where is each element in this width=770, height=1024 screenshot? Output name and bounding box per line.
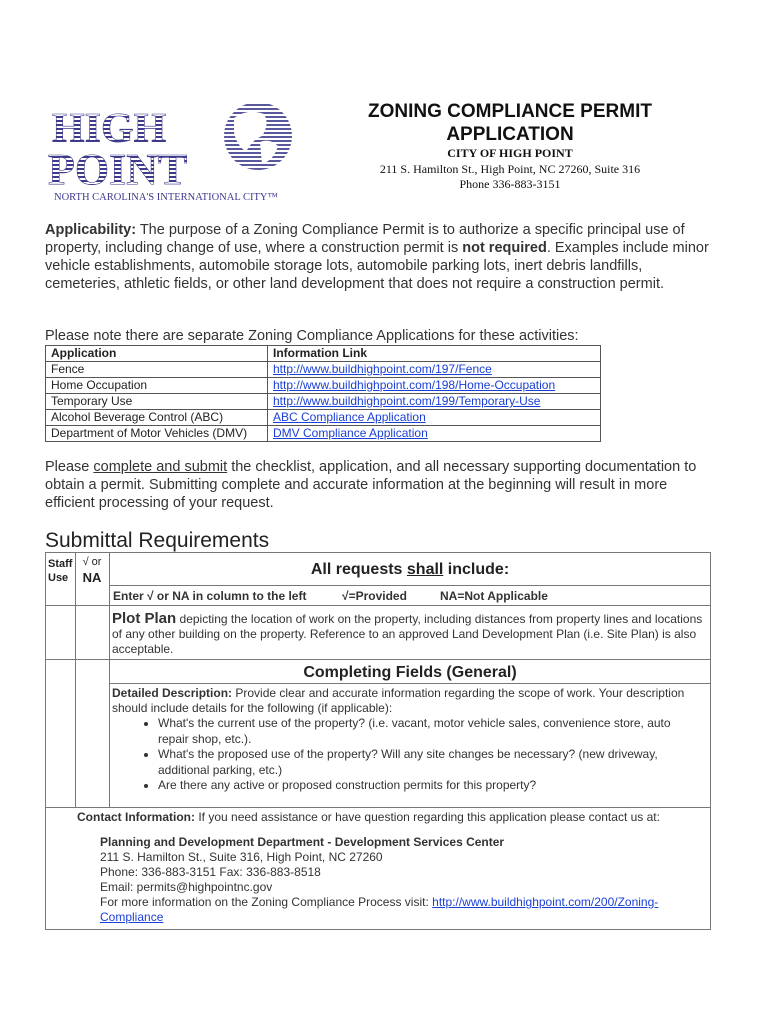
row-divider [46,605,710,606]
contact-intro: Contact Information: If you need assistance or have question regarding this application please contact us at: [77,810,660,824]
applicant-check-detailed[interactable] [76,660,109,807]
department-name: Planning and Development Department - Development Services Center [100,835,505,849]
svg-text:POINT: POINT [48,145,188,194]
separate-note: Please note there are separate Zoning Compliance Applications for these activities: [45,328,579,344]
zoning-compliance-link-cont[interactable]: Compliance [100,910,164,924]
na-header: NA [82,570,102,585]
department-email: Email: permits@highpointnc.gov [100,880,273,894]
fence-link[interactable]: http://www.buildhighpoint.com/197/Fence [273,362,492,376]
na-legend: NA=Not Applicable [440,589,548,603]
applications-table [45,345,601,442]
check-or-header: √ or [82,556,102,568]
row-divider [46,807,710,808]
row-divider [110,683,710,684]
provided-legend: √=Provided [342,589,407,603]
row-divider [110,585,710,586]
page-title-line1: ZONING COMPLIANCE PERMIT [368,101,652,122]
staff-check-plot-plan[interactable] [46,606,75,659]
high-point-logo [48,96,294,204]
globe-logo-icon [48,96,294,204]
submittal-heading: Submittal Requirements [45,529,270,552]
temporary-use-link[interactable]: http://www.buildhighpoint.com/199/Temporary-Use [273,394,541,408]
applicant-check-plot-plan[interactable] [76,606,109,659]
requirements-table [45,552,711,930]
app-name: Department of Motor Vehicles (DMV) [46,426,268,442]
department-phone-fax: Phone: 336-883-3151 Fax: 336-883-8518 [100,865,321,879]
svg-text:HIGH: HIGH [52,106,167,152]
row-divider [46,659,710,660]
org-name: CITY OF HIGH POINT [447,146,573,160]
staff-use-header: Staff Use [48,558,73,584]
table-row [46,362,601,378]
staff-check-detailed[interactable] [46,660,75,807]
home-occupation-link[interactable]: http://www.buildhighpoint.com/198/Home-Occupation [273,378,556,392]
detailed-description-item: Detailed Description: Provide clear and accurate information regarding the scope of work. Your description should include details for the following (if applicable): • What's the current use of the property? (i.e. vacant, motor vehicle sales, convenience store, auto repair shop, etc.). • What's the proposed use of the property? Will any site changes be necessary? (new driveway, additional parking, etc.) • Are there any active or proposed construction permits for this property? [112,686,704,794]
submit-instructions: Please complete and submit the checklist, application, and all necessary supporting documentation to obtain a permit. Submitting complete and accurate information at the beginning will result in more efficient processing of your request. [45,459,697,511]
table-header-row [46,346,601,362]
completing-fields-heading: Completing Fields (General) [303,664,517,681]
enter-note: Enter √ or NA in column to the left [113,589,307,603]
applicability-paragraph: Applicability: The purpose of a Zoning Compliance Permit is to authorize a specific principal use of property, including change of use, where a construction permit is not required. Examples include minor vehicle establishments, automobile storage lots, automobile parking lots, inert debris landfills, cemeteries, athletic fields, or other land development that does not require a construction permit. [45,222,709,292]
column-header-link: Information Link [268,346,601,362]
list-item: • Are there any active or proposed construction permits for this property? [158,778,704,794]
svg-text:NORTH CAROLINA'S INTERNATIONAL: NORTH CAROLINA'S INTERNATIONAL CITY™ [54,192,278,203]
column-header-application: Application [46,346,268,362]
plot-plan-item: Plot Plan depicting the location of work on the property, including distances from property lines and locations of any other building on the property. Reference to an approved Land Development Plan (i.e. Site Plan) is also acceptable. [112,610,703,656]
contact-block [100,835,705,925]
org-phone: Phone 336-883-3151 [459,177,561,191]
table-row [46,394,601,410]
app-name: Home Occupation [46,378,268,394]
applicability-label: Applicability: [45,222,137,238]
app-name: Temporary Use [46,394,268,410]
app-name: Alcohol Beverage Control (ABC) [46,410,268,426]
more-info: For more information on the Zoning Compliance Process visit: http://www.buildhighpoint.com/200/Zoning- [100,895,659,909]
table-row [46,426,601,442]
list-item: • What's the proposed use of the property? Will any site changes be necessary? (new driveway, additional parking, etc.) [158,747,704,778]
zoning-compliance-link[interactable]: http://www.buildhighpoint.com/200/Zoning- [432,895,659,909]
dmv-application-link[interactable]: DMV Compliance Application [273,426,428,440]
app-name: Fence [46,362,268,378]
page-title-line2: APPLICATION [446,124,574,145]
list-item: • What's the current use of the property? (i.e. vacant, motor vehicle sales, convenience store, auto repair shop, etc.). [158,716,704,747]
org-address: 211 S. Hamilton St., High Point, NC 27260, Suite 316 [379,162,641,176]
table-row [46,410,601,426]
abc-application-link[interactable]: ABC Compliance Application [273,410,426,424]
all-requests-heading: All requests shall include: [310,561,510,578]
department-address: 211 S. Hamilton St., Suite 316, High Point, NC 27260 [100,850,383,864]
table-row [46,378,601,394]
